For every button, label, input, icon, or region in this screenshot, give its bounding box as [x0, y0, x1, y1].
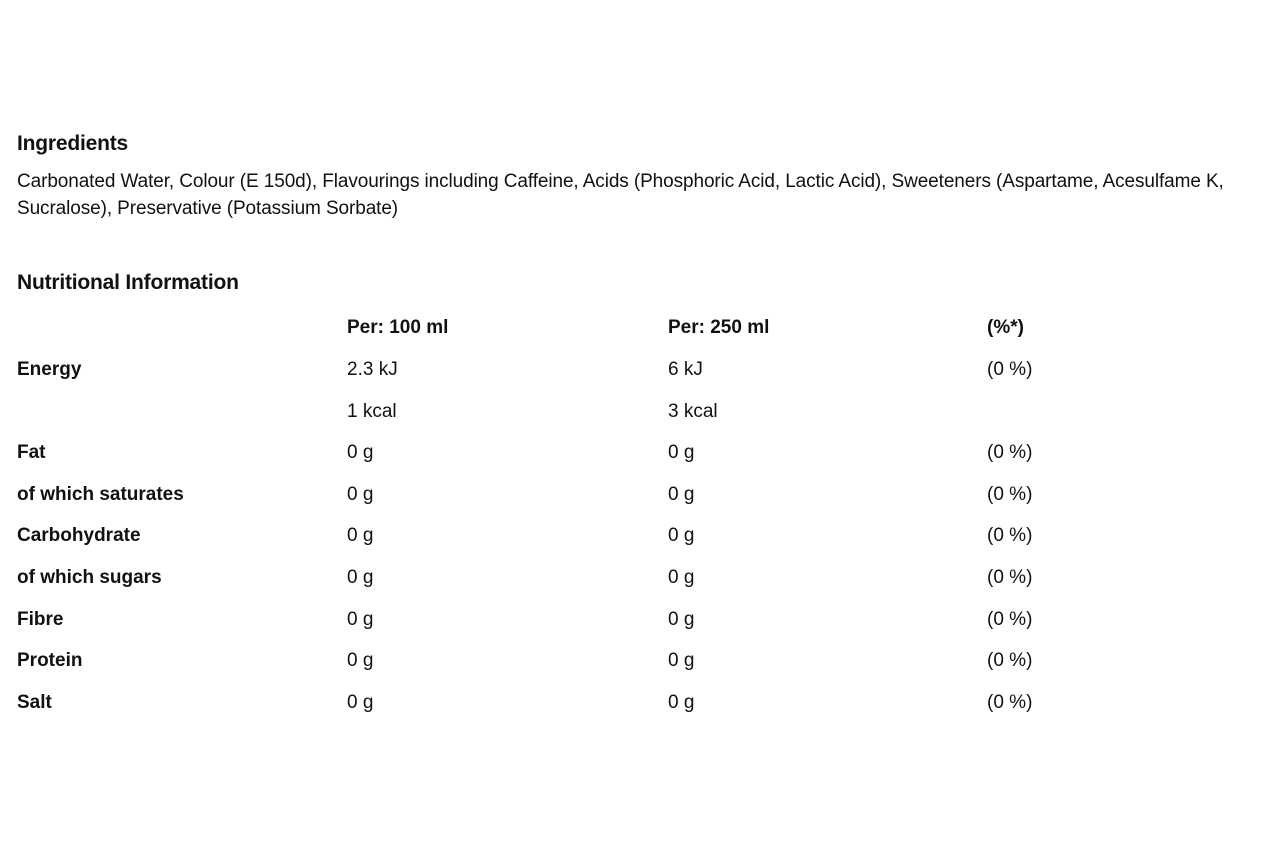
- header-per-250ml: Per: 250 ml: [668, 317, 770, 338]
- row-per-100ml: 0 g: [347, 566, 374, 588]
- row-per-250ml: 0 g: [668, 566, 695, 588]
- row-per-100ml: 0 g: [347, 691, 374, 713]
- row-percent: (0 %): [987, 442, 1033, 464]
- row-per-100ml: 1 kcal: [347, 400, 397, 422]
- row-per-250ml: 3 kcal: [668, 400, 718, 422]
- row-per-250ml: 0 g: [668, 691, 695, 713]
- row-percent: (0 %): [987, 359, 1033, 380]
- header-percent: (%*): [987, 317, 1024, 338]
- row-per-100ml: 0 g: [347, 608, 374, 630]
- row-per-250ml: 0 g: [668, 525, 695, 547]
- row-label: of which saturates: [17, 483, 184, 505]
- row-percent: (0 %): [987, 566, 1033, 588]
- row-per-100ml: 0 g: [347, 525, 374, 547]
- row-per-250ml: 0 g: [668, 483, 695, 505]
- row-percent: (0 %): [987, 525, 1033, 547]
- row-per-250ml: 0 g: [668, 650, 695, 672]
- row-label: Energy: [17, 359, 82, 380]
- row-per-250ml: 0 g: [668, 608, 695, 630]
- row-label: Salt: [17, 691, 52, 713]
- row-per-100ml: 0 g: [347, 442, 374, 464]
- row-percent: (0 %): [987, 608, 1033, 630]
- row-label: of which sugars: [17, 566, 162, 588]
- row-per-250ml: 6 kJ: [668, 359, 703, 380]
- row-per-100ml: 0 g: [347, 650, 374, 672]
- row-percent: (0 %): [987, 650, 1033, 672]
- ingredients-heading: Ingredients: [17, 132, 128, 155]
- row-label: Fat: [17, 442, 46, 464]
- row-label: Fibre: [17, 608, 64, 630]
- nutrition-row-salt: [17, 689, 1117, 731]
- row-per-250ml: 0 g: [668, 442, 695, 464]
- header-per-100ml: Per: 100 ml: [347, 317, 449, 338]
- row-label: Carbohydrate: [17, 525, 141, 547]
- row-percent: (0 %): [987, 691, 1033, 713]
- nutrition-table: [17, 314, 1117, 730]
- row-percent: (0 %): [987, 483, 1033, 505]
- nutrition-row-energy-kj: [17, 356, 1117, 398]
- row-per-100ml: 0 g: [347, 483, 374, 505]
- nutrition-row-saturates: [17, 481, 1117, 523]
- nutrition-row-energy-kcal: [17, 398, 1117, 440]
- nutrition-row-fibre: [17, 606, 1117, 648]
- nutrition-row-fat: [17, 439, 1117, 481]
- nutrition-row-protein: [17, 647, 1117, 689]
- nutrition-heading: Nutritional Information: [17, 271, 239, 294]
- row-per-100ml: 2.3 kJ: [347, 359, 398, 380]
- ingredients-text: Carbonated Water, Colour (E 150d), Flavourings including Caffeine, Acids (Phosphoric Acid, Lactic Acid), Sweeteners (Aspartame, Acesulfame K, Sucralose), Preservative (Potassium Sorbate): [17, 171, 1224, 219]
- row-label: Protein: [17, 650, 83, 672]
- nutrition-row-carbohydrate: [17, 522, 1117, 564]
- nutrition-row-sugars: [17, 564, 1117, 606]
- nutrition-header-row: [17, 314, 1117, 356]
